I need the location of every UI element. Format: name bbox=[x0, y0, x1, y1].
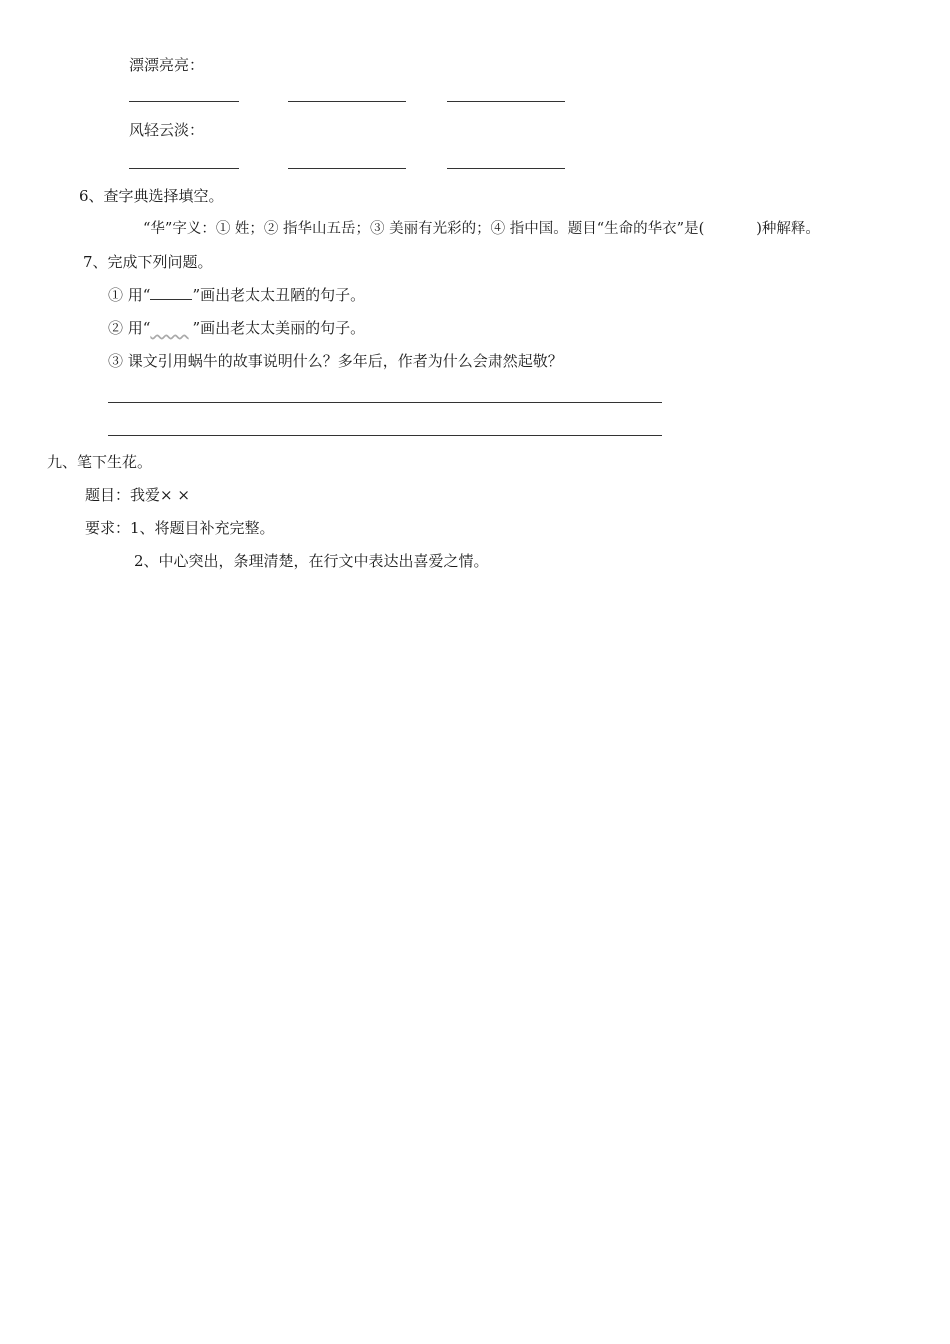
answer-blank[interactable] bbox=[288, 168, 406, 169]
q7-2-prefix: ② 用“ bbox=[108, 319, 151, 337]
answer-blank[interactable] bbox=[447, 101, 565, 102]
q7-1-prefix: ① 用“ bbox=[108, 286, 151, 304]
q7-item-3: ③ 课文引用蜗牛的故事说明什么？多年后，作者为什么会肃然起敬？ bbox=[108, 352, 563, 370]
section-9-title: 九、笔下生花。 bbox=[47, 453, 153, 471]
q6-text-a: “华”字义：① 姓；② 指华山五岳；③ 美丽有光彩的；④ 指中国。题目“生命的华衣”是( bbox=[143, 221, 705, 237]
q7-1-suffix: ”画出老太太丑陋的句子。 bbox=[192, 286, 366, 304]
answer-blank[interactable] bbox=[288, 101, 406, 102]
answer-blank[interactable] bbox=[447, 168, 565, 169]
answer-blank[interactable] bbox=[129, 168, 239, 169]
q6-text-b: )种解释。 bbox=[756, 221, 820, 237]
requirement-1: 要求：1、将题目补充完整。 bbox=[85, 519, 275, 537]
piaopiao-label: 漂漂亮亮： bbox=[129, 56, 205, 74]
q6-title: 6、查字典选择填空。 bbox=[79, 187, 224, 205]
q6-text bbox=[143, 219, 820, 239]
underline-sample bbox=[150, 287, 192, 300]
q7-title: 7、完成下列问题。 bbox=[83, 253, 213, 271]
q7-item-1 bbox=[108, 285, 365, 305]
answer-line[interactable] bbox=[108, 435, 662, 436]
answer-line[interactable] bbox=[108, 402, 662, 403]
essay-topic: 题目：我爱× × bbox=[85, 486, 190, 504]
q7-item-2 bbox=[108, 318, 365, 338]
q7-2-suffix: ”画出老太太美丽的句子。 bbox=[192, 319, 366, 337]
answer-blank[interactable] bbox=[129, 101, 239, 102]
wavy-underline-sample bbox=[150, 318, 192, 330]
fengqing-label: 风轻云淡： bbox=[129, 121, 205, 139]
requirement-2: 2、中心突出，条理清楚，在行文中表达出喜爱之情。 bbox=[134, 552, 489, 570]
